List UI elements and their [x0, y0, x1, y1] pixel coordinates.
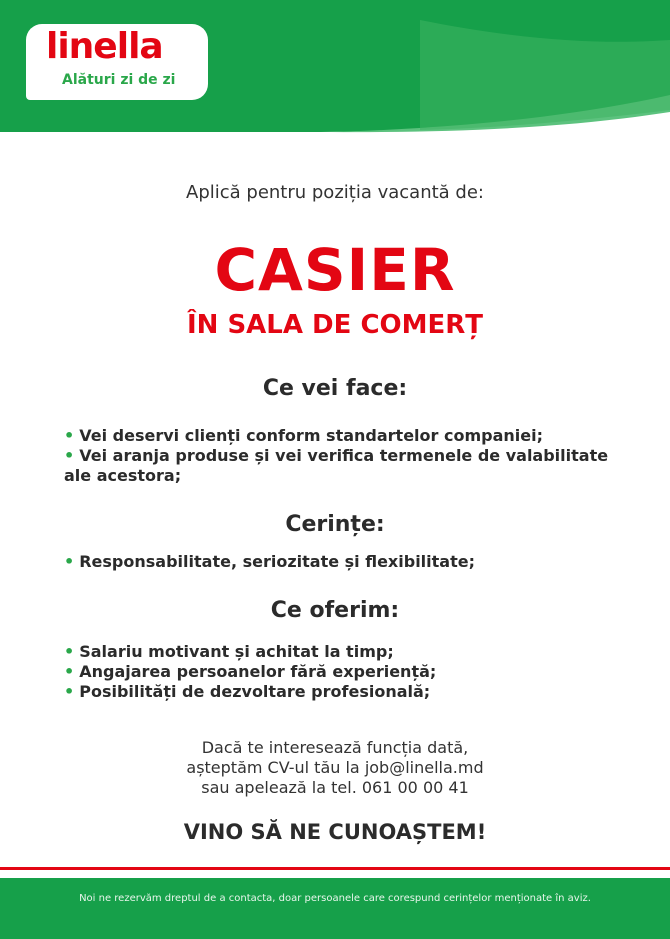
list-item: • Responsabilitate, seriozitate și flexibilitate; — [64, 552, 475, 571]
offer-heading: Ce oferim: — [270, 598, 400, 623]
footer-bar — [0, 878, 670, 939]
bullet-icon: • — [64, 446, 75, 465]
requirements-list — [64, 552, 624, 572]
logo-tagline: Alături zi de zi — [62, 72, 176, 88]
offer-list — [64, 642, 624, 702]
position-title: CASIER — [214, 236, 456, 304]
intro-text: Aplică pentru poziția vacantă de: — [186, 182, 484, 203]
list-item: • Posibilități de dezvoltare profesională; — [64, 682, 431, 701]
footer-disclaimer: Noi ne rezervăm dreptul de a contacta, doar persoanele care corespund cerințelor menționate în aviz. — [79, 893, 591, 904]
list-item: • Vei aranja produse și vei verifica termenele de valabilitate ale acestora; — [64, 446, 609, 485]
list-item: • Vei deservi clienți conform standartelor companiei; — [64, 426, 543, 445]
logo-wordmark: linella — [46, 26, 163, 67]
contact-line: Dacă te interesează funcția dată, — [201, 738, 469, 757]
bullet-icon: • — [64, 426, 75, 445]
bullet-icon: • — [64, 662, 75, 681]
contact-phone-line[interactable]: sau apelează la tel. 061 00 00 41 — [201, 778, 469, 797]
duties-list — [64, 426, 624, 486]
contact-email-line[interactable]: așteptăm CV-ul tău la job@linella.md — [186, 758, 484, 777]
linella-logo — [26, 24, 208, 100]
requirements-heading: Cerințe: — [285, 512, 385, 537]
contact-block — [0, 738, 670, 798]
header-banner — [0, 0, 670, 140]
duties-heading: Ce vei face: — [262, 376, 408, 401]
position-subtitle: ÎN SALA DE COMERȚ — [186, 310, 484, 340]
list-item: • Salariu motivant și achitat la timp; — [64, 642, 394, 661]
bullet-icon: • — [64, 682, 75, 701]
bullet-icon: • — [64, 552, 75, 571]
list-item: • Angajarea persoanelor fără experiență; — [64, 662, 437, 681]
call-to-action: VINO SĂ NE CUNOAȘTEM! — [183, 820, 487, 844]
bullet-icon: • — [64, 642, 75, 661]
